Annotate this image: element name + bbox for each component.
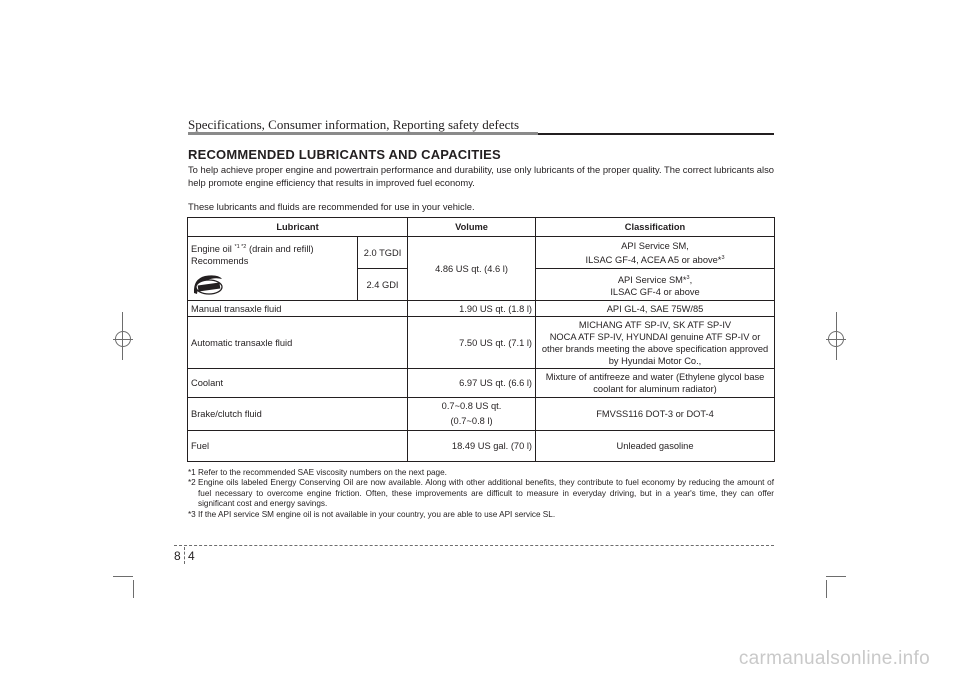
- lubricant-name: Fuel: [188, 431, 408, 462]
- running-header: Specifications, Consumer information, Reporting safety defects: [188, 117, 520, 132]
- column-header: Volume: [408, 218, 536, 237]
- table-row: [188, 431, 775, 462]
- footnote-mark: *2: [188, 478, 196, 488]
- footnote: [188, 478, 774, 509]
- table-row: [188, 301, 775, 317]
- lubricant-name: Brake/clutch fluid: [188, 398, 408, 431]
- footnote-text: Refer to the recommended SAE viscosity numbers on the next page.: [198, 468, 447, 477]
- footnote-mark: *3: [188, 509, 196, 519]
- classification-line: MICHANG ATF SP-IV, SK ATF SP-IV: [578, 319, 732, 330]
- intro-paragraph: To help achieve proper engine and powertrain performance and durability, use only lubricants of the proper quality. The correct lubricants also help promote engine efficiency that results in improved fuel economy.: [188, 164, 774, 188]
- classification-cell: [536, 317, 775, 369]
- table-header-row: [188, 218, 775, 237]
- page-number: 4: [188, 549, 195, 563]
- volume-cell: 18.49 US gal. (70 l): [408, 431, 536, 462]
- volume-cell: 7.50 US qt. (7.1 l): [408, 317, 536, 369]
- table-row: [188, 398, 775, 431]
- watermark-text: carmanualsonline.info: [738, 648, 930, 669]
- volume-cell: [408, 398, 536, 431]
- table-row: [188, 369, 775, 398]
- classification-cell: [536, 237, 775, 269]
- footnote: [188, 510, 774, 520]
- intro-paragraph: These lubricants and fluids are recommended for use in your vehicle.: [188, 201, 475, 212]
- footnote-mark: *1: [188, 468, 196, 477]
- chapter-number: 8: [174, 549, 181, 563]
- classification-line: NOCA ATF SP-IV, HYUNDAI genuine ATF SP-IV or other brands meeting the above specification approved by Hyundai Motor Co.,: [541, 331, 769, 366]
- engine-oil-suffix: (drain and refill): [248, 244, 314, 254]
- recommends-label: Recommends: [191, 256, 249, 266]
- classification-line: ,: [689, 274, 693, 285]
- lubricant-name: Coolant: [188, 369, 408, 398]
- registration-mark: [115, 331, 131, 347]
- section-title: RECOMMENDED LUBRICANTS AND CAPACITIES: [188, 147, 501, 162]
- classification-cell: API GL-4, SAE 75W/85: [536, 301, 775, 317]
- footnote-text: If the API service SM engine oil is not available in your country, you are able to use API service SL.: [198, 509, 556, 519]
- footnote-ref: *1 *2: [234, 244, 247, 250]
- volume-cell: 6.97 US qt. (6.6 l): [408, 369, 536, 398]
- table-row: [188, 237, 775, 269]
- footnote: [188, 468, 774, 478]
- classification-cell: Mixture of antifreeze and water (Ethylene glycol base coolant for aluminum radiator): [536, 369, 775, 398]
- volume-line: 0.7~0.8 US qt.: [441, 401, 502, 411]
- classification-cell: Unleaded gasoline: [536, 431, 775, 462]
- registration-mark: [828, 331, 844, 347]
- header-rule: [188, 132, 538, 135]
- lubricant-name: Manual transaxle fluid: [188, 301, 408, 317]
- lubricants-table: [187, 217, 775, 462]
- crop-mark: [826, 576, 846, 577]
- column-header: Lubricant: [188, 218, 408, 237]
- footnote-ref: 3: [721, 254, 725, 261]
- engine-variant: 2.0 TGDI: [358, 237, 408, 269]
- page-number-divider: [184, 547, 185, 564]
- classification-cell: FMVSS116 DOT-3 or DOT-4: [536, 398, 775, 431]
- classification-line: ILSAC GF-4, ACEA A5 or above*: [585, 254, 722, 265]
- classification-cell: [536, 269, 775, 301]
- footer-rule: [174, 545, 774, 546]
- engine-oil-cell: [188, 237, 358, 301]
- crop-mark: [113, 576, 133, 577]
- engine-variant: 2.4 GDI: [358, 269, 408, 301]
- footnotes: [188, 468, 774, 520]
- header-rule: [538, 133, 774, 135]
- crop-mark: [826, 580, 827, 598]
- crop-mark: [133, 580, 134, 598]
- classification-line: ILSAC GF-4 or above: [610, 286, 700, 297]
- volume-line: (0.7~0.8 l): [450, 416, 493, 426]
- classification-line: API Service SM,: [621, 240, 689, 251]
- classification-line: API Service SM*: [617, 274, 687, 285]
- column-header: Classification: [536, 218, 775, 237]
- table-row: [188, 317, 775, 369]
- footnote-ref: 3: [686, 274, 690, 281]
- footnote-text: Engine oils labeled Energy Conserving Oil are now available. Along with other additional benefits, they contribute to fuel economy by reducing the amount of fuel necessary to overcome engine friction. Often, these improvements are difficult to measure in everyday driving, but in a year's time, they can offer significant cost and energy savings.: [198, 478, 774, 509]
- lubricant-name: Automatic transaxle fluid: [188, 317, 408, 369]
- volume-cell: 1.90 US qt. (1.8 l): [408, 301, 536, 317]
- energy-conserving-badge-icon: [191, 273, 225, 297]
- volume-cell: 4.86 US qt. (4.6 l): [408, 237, 536, 301]
- engine-oil-label: Engine oil: [191, 244, 232, 254]
